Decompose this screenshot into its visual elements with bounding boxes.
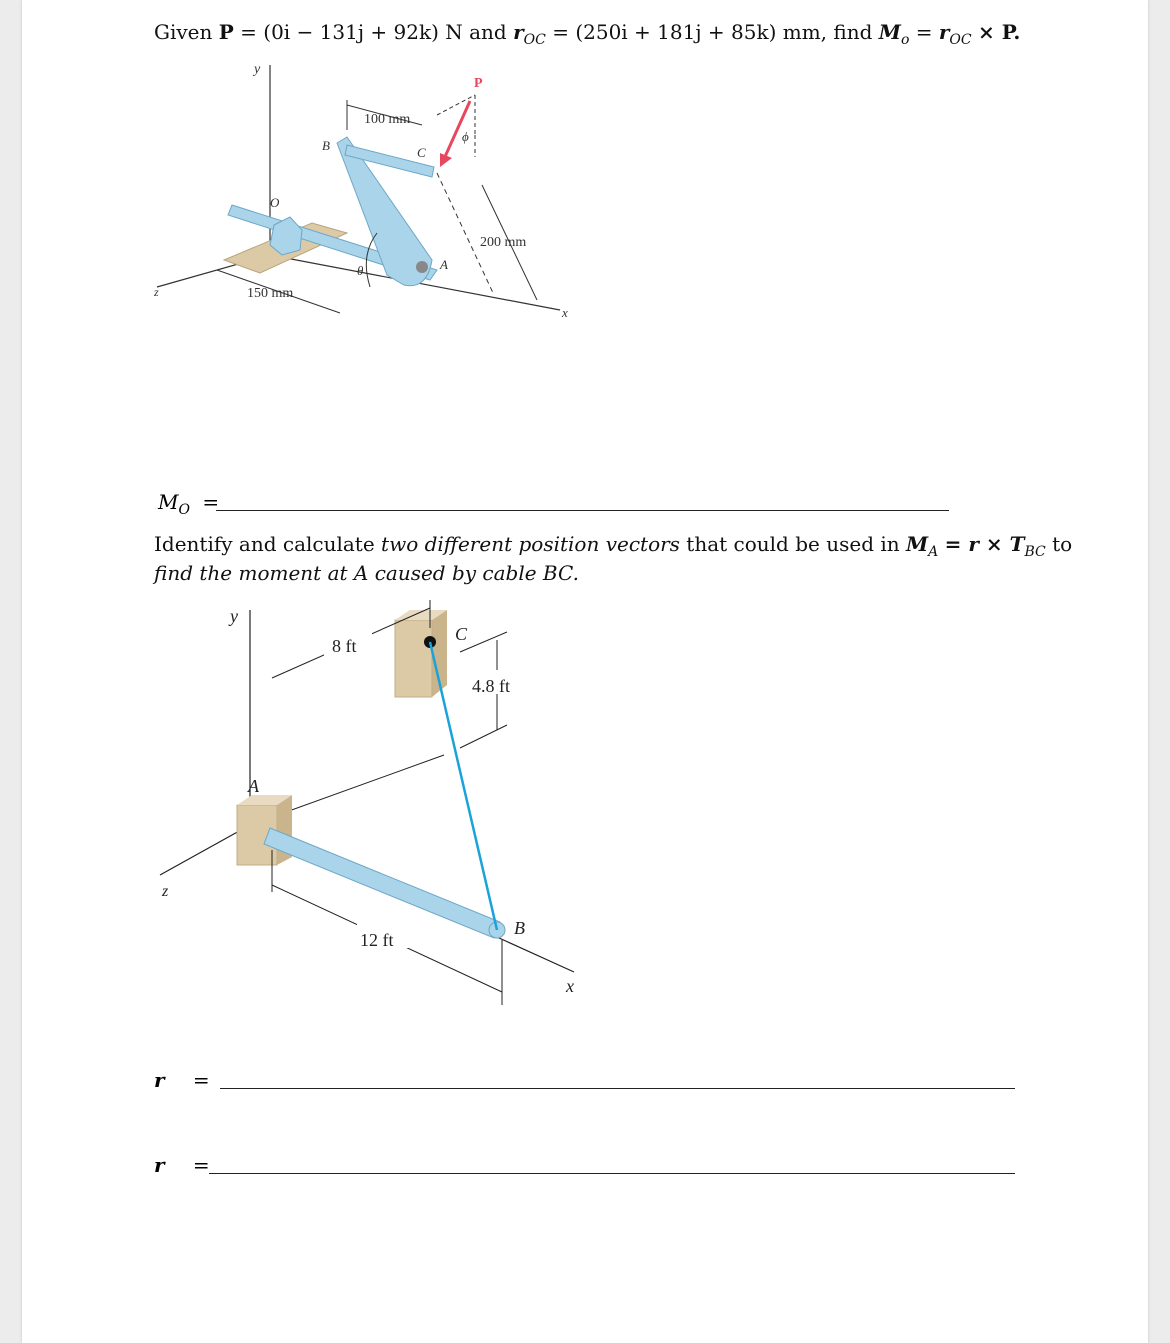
force-p-label: P (474, 76, 483, 91)
dim-48-tick (460, 725, 507, 748)
problem2-text-d: = r × T (944, 532, 1025, 556)
m-subscript: o (900, 32, 910, 48)
r-subscript: OC (523, 32, 546, 48)
point-b-label: B (322, 138, 330, 153)
cable-diagram (142, 600, 602, 1010)
and-text: and (469, 20, 507, 44)
y-axis-label: y (254, 62, 261, 77)
cross-text: × P. (977, 20, 1021, 44)
pin-a (416, 261, 428, 273)
t-subscript: BC (1024, 544, 1046, 560)
r2-label: r (938, 20, 950, 44)
z-axis-label: z (154, 285, 159, 299)
dim-100-label: 100 mm (364, 112, 411, 127)
dim-8ft-label: 8 ft (332, 636, 357, 656)
dim-200-label: 200 mm (480, 235, 527, 250)
r1-label: r (154, 1068, 165, 1092)
bracket-diagram (142, 55, 582, 325)
y-axis-label: y (230, 606, 238, 626)
equals-sign: = (240, 20, 257, 44)
r2-label: r (154, 1153, 165, 1177)
problem2-statement (154, 532, 1072, 560)
given-text: Given (154, 20, 213, 44)
find-text: find (833, 20, 873, 44)
point-c-label: C (455, 624, 468, 644)
origin-label: O (270, 195, 280, 210)
dim-48-tick (460, 632, 507, 652)
z-axis-label: z (162, 883, 169, 900)
problem2-text-b: two different position vectors (381, 532, 680, 556)
point-c-label: C (417, 145, 426, 160)
r2-answer-field[interactable] (209, 1173, 1015, 1174)
x-axis-label: x (562, 305, 568, 320)
r-answer-row-2 (154, 1153, 210, 1177)
mo-subscript: O (178, 502, 190, 518)
equals-sign: = (552, 20, 569, 44)
dim-48-label: 4.8 ft (472, 676, 510, 696)
point-a-label: A (248, 776, 259, 796)
r2-subscript: OC (949, 32, 972, 48)
dim-12ft-label: 12 ft (360, 930, 394, 950)
problem1-statement (154, 20, 1020, 48)
r-vector: (250i + 181j + 85k) mm, (575, 20, 828, 44)
mo-answer-row (158, 490, 219, 518)
block-c (395, 620, 432, 697)
point-b-label: B (514, 918, 525, 938)
p-label: P (218, 20, 234, 44)
mo-label: M (158, 490, 179, 514)
m-label: M (878, 20, 901, 44)
ma-label: M (906, 532, 929, 556)
problem2-line2: find the moment at A caused by cable BC. (154, 561, 579, 585)
dim-150-label: 150 mm (247, 286, 294, 301)
r-answer-row-1 (154, 1068, 210, 1092)
x-axis-label: x (566, 976, 574, 996)
point-a-label: A (440, 257, 448, 272)
p-vector: (0i − 131j + 92k) N (263, 20, 463, 44)
worksheet-page (22, 0, 1148, 1343)
theta-label: θ (357, 263, 364, 278)
mo-answer-field[interactable] (216, 510, 949, 511)
r1-answer-field[interactable] (220, 1088, 1015, 1089)
ma-subscript: A (928, 544, 939, 560)
equals-sign: = (915, 20, 933, 44)
r-label: r (513, 20, 524, 44)
rod-ab (264, 828, 500, 938)
problem2-text-e: to (1052, 532, 1073, 556)
r1-equals: = (192, 1068, 210, 1092)
mo-equals: = (202, 490, 220, 514)
problem2-text-c: that could be used in (686, 532, 900, 556)
phi-label: ϕ (462, 129, 469, 144)
problem2-text-a: Identify and calculate (154, 532, 375, 556)
r2-equals: = (192, 1153, 210, 1177)
